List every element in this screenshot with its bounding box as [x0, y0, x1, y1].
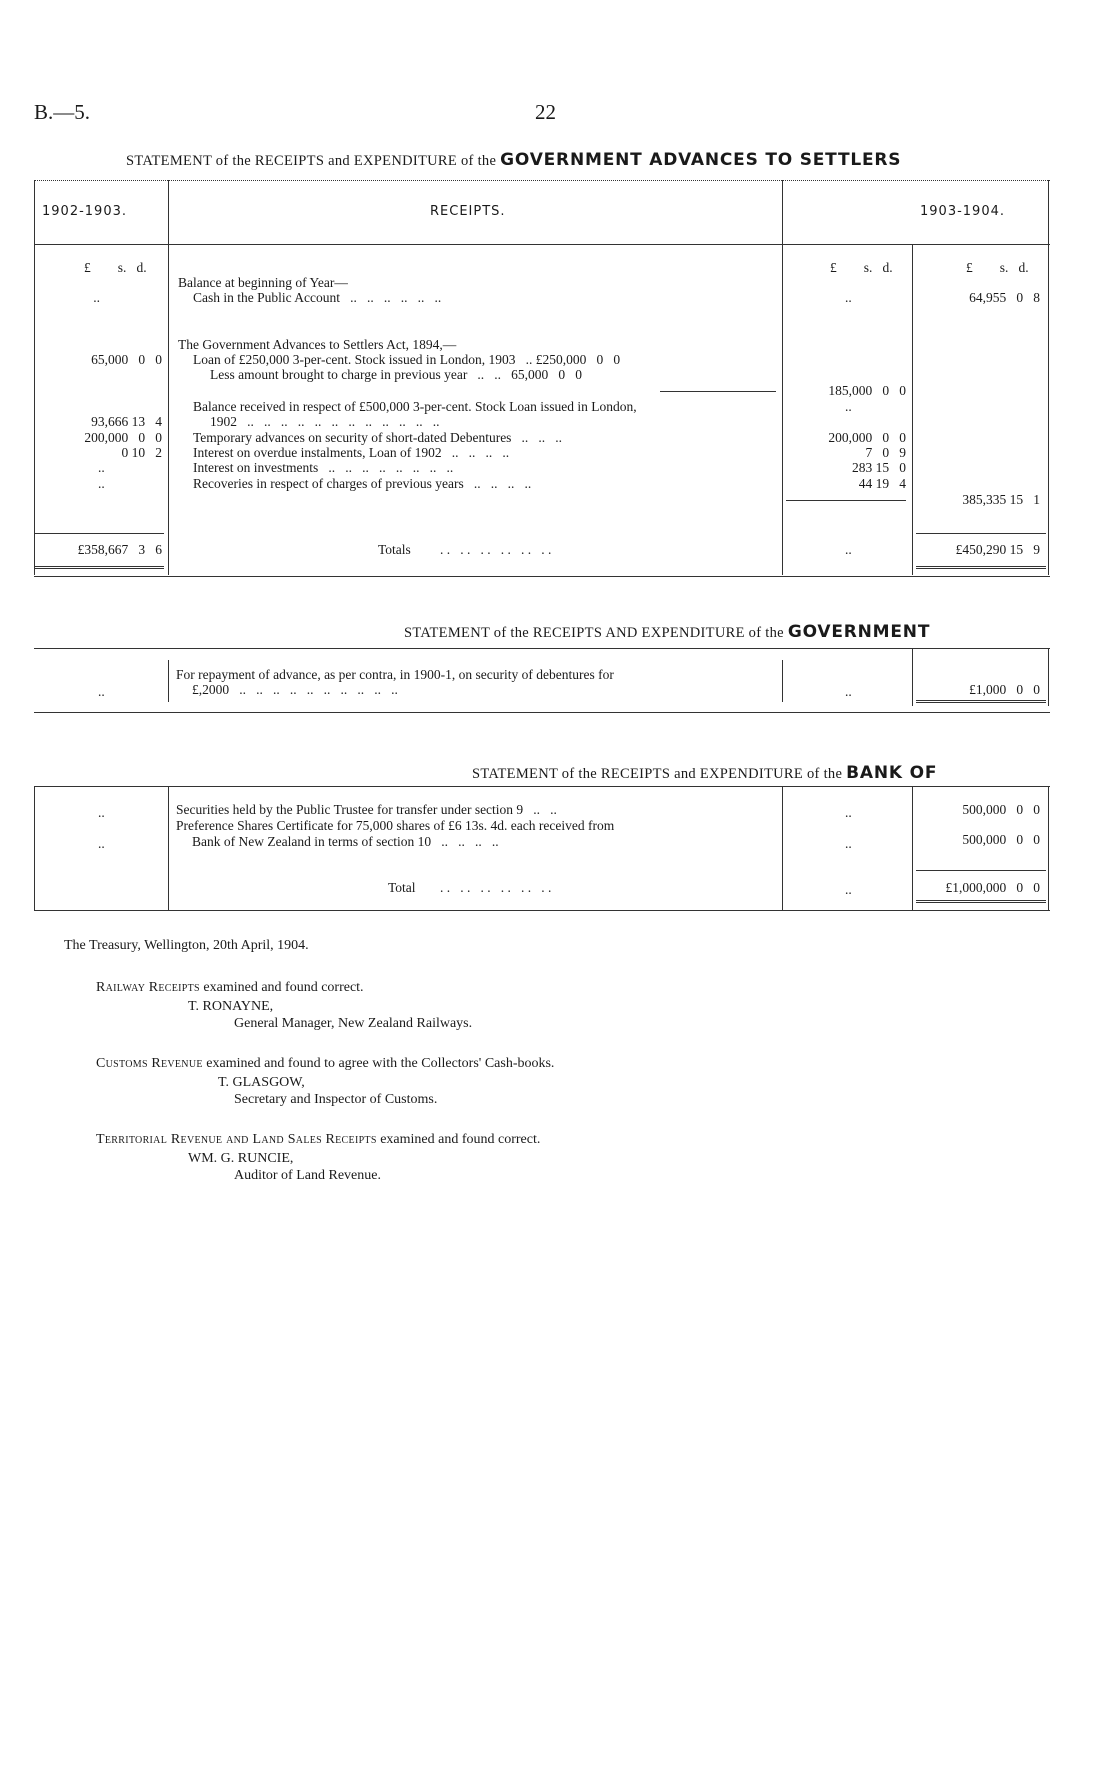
- header-year-1902: 1902-1903.: [42, 204, 127, 219]
- cert-railway-cap2: Receipts: [148, 980, 200, 995]
- s3-row1-left: ..: [98, 805, 105, 820]
- statement1-title: [126, 150, 901, 170]
- s3-total-right: £1,000,000 0 0: [945, 880, 1040, 895]
- row-1902-left: 93,666 13 4: [91, 414, 162, 429]
- totals-right: £450,290 15 9: [955, 542, 1040, 557]
- totals-dots: . . . . . . . . . . . .: [440, 542, 552, 557]
- s2-row-right: £1,000 0 0: [969, 682, 1040, 697]
- row-loan-desc: Loan of £250,000 3-per-cent. Stock issued in London, 1903 .. £250,000 0 0: [193, 352, 621, 367]
- signer-territorial-title: Auditor of Land Revenue.: [234, 1168, 381, 1183]
- place-date: The Treasury, Wellington, 20th April, 1904.: [64, 938, 309, 953]
- statement2-title-prefix: STATEMENT of the RECEIPTS AND EXPENDITURE of the: [404, 625, 784, 641]
- totals-left: £358,667 3 6: [77, 542, 162, 557]
- s3-row2-right: 500,000 0 0: [962, 832, 1040, 847]
- row-investments-desc: Interest on investments .. .. .. .. .. .. .. ..: [193, 460, 454, 475]
- s3-total-dots: . . . . . . . . . . . .: [440, 880, 552, 895]
- row-recoveries-desc: Recoveries in respect of charges of previous years .. .. .. ..: [193, 476, 532, 491]
- s3-total-mid: ..: [845, 882, 852, 897]
- s3-row2-mid: ..: [845, 836, 852, 851]
- row-1902-mid: ..: [845, 399, 852, 414]
- cert-territorial-cap2: Receipts: [325, 1132, 377, 1147]
- row-temporary-mid: 200,000 0 0: [828, 430, 906, 445]
- s2-row-desc1: For repayment of advance, as per contra, in 1900-1, on security of debentures for: [176, 667, 614, 682]
- row-investments-mid: 283 15 0: [852, 460, 906, 475]
- s3-row1-mid: ..: [845, 805, 852, 820]
- row-less-desc: Less amount brought to charge in previous year .. .. 65,000 0 0: [210, 367, 583, 382]
- totals-label: Totals: [378, 542, 411, 557]
- row-recoveries-mid: 44 19 4: [858, 476, 906, 491]
- cert-customs-text: examined and found to agree with the Collectors' Cash-books.: [206, 1056, 555, 1071]
- row-1902-desc: 1902 .. .. .. .. .. .. .. .. .. .. .. ..: [210, 414, 440, 429]
- s2-row-mid: ..: [845, 684, 852, 699]
- cert-customs: [96, 1056, 554, 1072]
- signer-territorial-name: WM. G. RUNCIE,: [188, 1151, 294, 1166]
- cert-railway-text: examined and found correct.: [203, 980, 364, 995]
- s3-row2-desc1: Preference Shares Certificate for 75,000 shares of £6 13s. 4d. each received from: [176, 818, 615, 833]
- units-left: £ s. d.: [84, 260, 147, 275]
- row-temporary-left: 200,000 0 0: [84, 430, 162, 445]
- row-overdue-desc: Interest on overdue instalments, Loan of 1902 .. .. .. ..: [193, 445, 510, 460]
- statement1-title-bold: GOVERNMENT ADVANCES TO SETTLERS: [500, 150, 902, 170]
- cert-customs-cap1: Customs: [96, 1056, 148, 1071]
- row-net-loan-mid: 185,000 0 0: [828, 383, 906, 398]
- cert-territorial: [96, 1132, 540, 1148]
- row-balance-heading: Balance at beginning of Year—: [178, 275, 348, 290]
- s3-total-label: Total: [388, 880, 416, 895]
- s2-row-left: ..: [98, 684, 105, 699]
- row-cash-right: 64,955 0 8: [969, 290, 1040, 305]
- row-cash-desc: Cash in the Public Account .. .. .. .. .. ..: [193, 290, 442, 305]
- cert-railway-cap1: Railway: [96, 980, 146, 995]
- s3-row1-right: 500,000 0 0: [962, 802, 1040, 817]
- row-loan-left: 65,000 0 0: [91, 352, 162, 367]
- row-temporary-desc: Temporary advances on security of short-dated Debentures .. .. ..: [193, 430, 563, 445]
- header-receipts: RECEIPTS.: [430, 204, 506, 219]
- row-investments-left: ..: [98, 460, 105, 475]
- totals-mid: ..: [845, 542, 852, 557]
- s2-row-desc2: £,2000 .. .. .. .. .. .. .. .. .. ..: [192, 682, 398, 697]
- row-subtotal-right: 385,335 15 1: [962, 492, 1040, 507]
- row-act-heading: The Government Advances to Settlers Act, 1894,—: [178, 337, 457, 352]
- cert-railway: [96, 980, 364, 996]
- row-cash-left: ..: [93, 290, 100, 305]
- statement2-title-bold: GOVERNMENT: [787, 622, 931, 642]
- signer-customs-title: Secretary and Inspector of Customs.: [234, 1092, 438, 1107]
- cert-customs-cap2: Revenue: [151, 1056, 203, 1071]
- statement3-title: [472, 763, 937, 783]
- row-overdue-left: 0 10 2: [121, 445, 162, 460]
- row-recoveries-left: ..: [98, 476, 105, 491]
- row-overdue-mid: 7 0 9: [865, 445, 906, 460]
- units-mid: £ s. d.: [830, 260, 893, 275]
- cert-territorial-text: examined and found correct.: [380, 1132, 541, 1147]
- statement3-title-prefix: STATEMENT of the RECEIPTS and EXPENDITURE of the: [472, 766, 843, 782]
- signer-railway-name: T. RONAYNE,: [188, 999, 274, 1014]
- page-number: 22: [535, 100, 556, 124]
- units-right: £ s. d.: [966, 260, 1029, 275]
- s3-row2-desc2: Bank of New Zealand in terms of section 10 .. .. .. ..: [192, 834, 499, 849]
- row-balance-received-desc: Balance received in respect of £500,000 3-per-cent. Stock Loan issued in London,: [193, 399, 637, 414]
- s3-row1-desc: Securities held by the Public Trustee for transfer under section 9 .. ..: [176, 802, 557, 817]
- statement2-title: [404, 622, 930, 642]
- page-id: B.—5.: [34, 100, 91, 124]
- header-year-1903: 1903-1904.: [920, 204, 1005, 219]
- signer-railway-title: General Manager, New Zealand Railways.: [234, 1016, 473, 1031]
- statement1-title-prefix: STATEMENT of the RECEIPTS and EXPENDITURE of the: [126, 153, 497, 169]
- statement3-title-bold: BANK OF: [846, 763, 938, 783]
- row-cash-mid: ..: [845, 290, 852, 305]
- s3-row2-left: ..: [98, 836, 105, 851]
- signer-customs-name: T. GLASGOW,: [218, 1075, 305, 1090]
- cert-territorial-cap1: Territorial Revenue and Land Sales: [96, 1132, 323, 1147]
